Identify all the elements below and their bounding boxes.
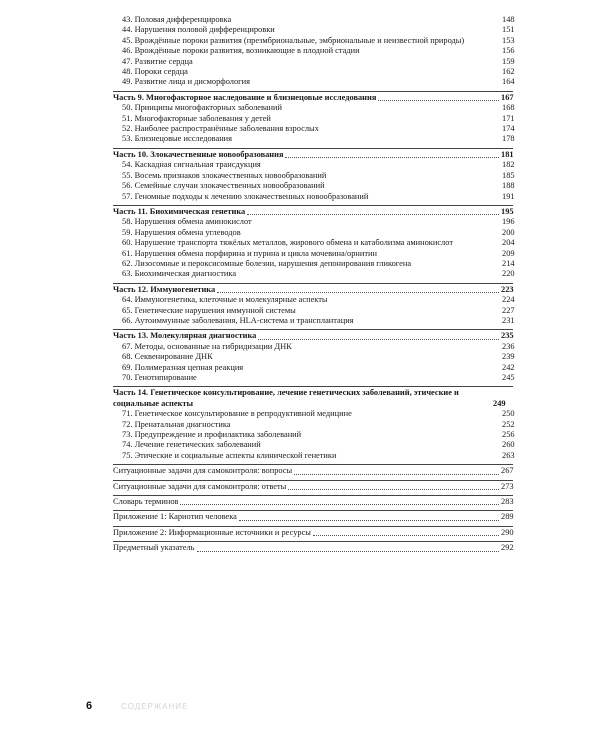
toc-entry-title: 44. Нарушения половой дифференцировки [122,25,275,35]
toc-page-number: 290 [501,527,514,537]
toc-entry-title: Словарь терминов [113,497,179,507]
toc-part-heading [113,386,513,409]
dot-leader [294,474,499,475]
toc-entry-title: Часть 10. Злокачественные новообразования [113,149,284,159]
toc-entry-title: Ситуационные задачи для самоконтроля: ответы [113,481,287,491]
toc-page-number: 292 [501,543,514,553]
toc-entry-title: 45. Врождённые пороки развития (презмбриональные, эмбриональные и неизвестной природы) [122,35,465,45]
dot-leader [239,520,499,521]
toc-entry-title: 71. Генетическое консультирование в репродуктивной медицине [122,409,352,419]
toc-entry-title: 66. Аутоиммунные заболевания, HLA-система и трансплантация [122,315,354,325]
toc-entry-title: 61. Нарушения обмена порфирина и пурина и цикла мочевина/орнитин [122,248,378,258]
toc-chapter-entry [113,36,513,46]
toc-page-number: 151 [502,25,515,35]
toc-chapter-entry [113,409,513,419]
toc-chapter-entry [113,420,513,430]
toc-page-number: 148 [502,15,515,24]
dot-leader [258,339,499,340]
toc-page-number: 289 [501,512,514,522]
toc-entry-title: 67. Методы, основанные на гибридизации ДНК [122,341,292,351]
toc-entry-title: Часть 9. Многофакторное наследование и близнецовые исследования [113,92,377,102]
toc-chapter-entry [113,217,513,227]
running-head: СОДЕРЖАНИЕ [121,702,189,711]
toc-page-number: 181 [501,149,514,159]
toc-page-number: 214 [502,258,515,268]
toc-entry-title: 62. Лизосомные и пероксисомные болезни, нарушения депонирования гликогена [122,258,412,268]
toc-page-number: 153 [502,35,515,45]
toc-entry-title: 72. Пренатальная диагностика [122,419,231,429]
toc-page-number: 239 [502,352,515,362]
toc-chapter-entry [113,306,513,316]
toc-page-number: 182 [502,160,515,170]
toc-page-number: 252 [502,419,515,429]
dot-leader [217,292,499,293]
toc-entry-title: 58. Нарушения обмена аминокислот [122,217,252,227]
toc-page-number: 273 [501,481,514,491]
toc-entry-title: Часть 12. Иммуногенетика [113,284,216,294]
dot-leader [197,551,500,552]
toc-section-entry [113,541,513,553]
toc-entry-title: 43. Половая дифференцировка [122,15,232,24]
toc-entry-title: 73. Предупреждение и профилактика заболеваний [122,430,302,440]
toc-page-number: 156 [502,46,515,56]
toc-page-number: 185 [502,170,515,180]
toc-entry-title: 69. Полимеразная цепная реакция [122,362,244,372]
toc-chapter-entry [113,342,513,352]
dot-leader [288,489,499,490]
toc-entry-title: 57. Геномные подходы к лечению злокачественных новообразований [122,191,369,201]
toc-page-number: 231 [502,315,515,325]
toc-page-number: 263 [502,450,515,460]
toc-page-number: 196 [502,217,515,227]
toc-page-number: 162 [502,67,515,77]
toc-chapter-entry [113,181,513,191]
toc-section-entry [113,526,513,538]
toc-page-number: 227 [502,305,515,315]
toc-chapter-entry [113,259,513,269]
table-of-contents [113,15,513,554]
toc-chapter-entry [113,352,513,362]
toc-chapter-entry [113,160,513,170]
toc-chapter-entry [113,57,513,67]
toc-entry-title: 56. Семейные случаи злокачественных новообразований [122,181,325,191]
toc-part-heading [113,148,513,160]
toc-page-number: 283 [501,497,514,507]
toc-page-number: 204 [502,238,515,248]
toc-chapter-entry [113,46,513,56]
toc-page-number: 188 [502,181,515,191]
toc-page-number: 220 [502,269,515,279]
toc-entry-title: Ситуационные задачи для самоконтроля: вопросы [113,466,293,476]
toc-chapter-entry [113,25,513,35]
page-number: 6 [86,700,93,712]
toc-entry-title: 47. Развитие сердца [122,56,193,66]
toc-entry-title: Предметный указатель [113,543,195,553]
toc-chapter-entry [113,228,513,238]
toc-page-number: 167 [501,92,514,102]
toc-chapter-entry [113,15,513,25]
dot-leader [180,504,499,505]
toc-page-number: 168 [502,103,515,113]
toc-page-number: 267 [501,466,514,476]
toc-entry-title: Часть 11. Биохимическая генетика [113,206,246,216]
toc-page-number: 178 [502,134,515,144]
toc-page-number: 191 [502,191,515,201]
toc-chapter-entry [113,373,513,383]
toc-section-entry [113,464,513,476]
page-footer [86,700,188,712]
toc-section-entry [113,510,513,522]
toc-entry-title: 54. Каскадная сигнальная трансдукция [122,160,261,170]
toc-chapter-entry [113,249,513,259]
toc-entry-title: 70. Генотипирование [122,373,197,382]
toc-entry-title: 65. Генетические нарушения иммунной системы [122,305,296,315]
toc-page-number: 242 [502,362,515,372]
toc-page-number: 209 [502,248,515,258]
dot-leader [378,100,499,101]
toc-page-number: 174 [502,124,515,134]
toc-page-number: 164 [502,77,515,87]
toc-chapter-entry [113,430,513,440]
toc-chapter-entry [113,295,513,305]
toc-entry-title: 63. Биохимическая диагностика [122,269,237,279]
toc-page-number: 245 [502,373,515,382]
toc-entry-title: 48. Пороки сердца [122,67,188,77]
toc-part-heading [113,329,513,341]
toc-entry-title: 49. Развитие лица и дисморфология [122,77,250,87]
toc-part-heading [113,283,513,295]
toc-entry-title: 75. Этические и социальные аспекты клинической генетики [122,450,337,460]
toc-chapter-entry [113,171,513,181]
toc-chapter-entry [113,440,513,450]
toc-entry-title: 46. Врождённые пороки развития, возникающие в плодной стадии [122,46,360,56]
toc-page-number: 224 [502,295,515,305]
toc-entry-title: Часть 14. Генетическое консультирование, лечение генетических заболеваний, этические и социальные аспекты [113,388,459,408]
toc-entry-title: 60. Нарушение транспорта тяжёлых металлов, жирового обмена и катаболизма аминокислот [122,238,453,248]
toc-chapter-entry [113,269,513,279]
toc-page-number: 260 [502,440,515,450]
toc-entry-title: 53. Близнецовые исследования [122,134,233,144]
toc-chapter-entry [113,103,513,113]
toc-chapter-entry [113,77,513,87]
toc-section-entry [113,495,513,507]
toc-entry-title: 50. Принципы многофакторных заболеваний [122,103,282,113]
toc-entry-title: 55. Восемь признаков злокачественных новообразований [122,170,327,180]
toc-entry-title: Часть 13. Молекулярная диагностика [113,331,257,341]
toc-page-number: 223 [501,284,514,294]
toc-entry-title: Приложение 2: Информационные источники и ресурсы [113,527,311,537]
toc-entry-title: 74. Лечение генетических заболеваний [122,440,261,450]
toc-chapter-entry [113,124,513,134]
toc-section-entry [113,480,513,492]
dot-leader [247,214,499,215]
toc-entry-title: 68. Секвенирование ДНК [122,352,213,362]
dot-leader [285,157,499,158]
toc-chapter-entry [113,67,513,77]
toc-page-number: 200 [502,227,515,237]
toc-chapter-entry [113,363,513,373]
toc-chapter-entry [113,114,513,124]
toc-chapter-entry [113,238,513,248]
toc-page-number: 249 [493,398,506,408]
toc-entry-title: 52. Наиболее распространённые заболевания взрослых [122,124,319,134]
toc-page-number: 235 [501,331,514,341]
toc-page-number: 256 [502,430,515,440]
toc-entry-title: Приложение 1: Кариотип человека [113,512,237,522]
toc-chapter-entry [113,451,513,461]
toc-part-heading [113,205,513,217]
toc-entry-title: 59. Нарушения обмена углеводов [122,227,241,237]
toc-chapter-entry [113,192,513,202]
toc-entry-title: 51. Многофакторные заболевания у детей [122,113,271,123]
toc-chapter-entry [113,134,513,144]
toc-page-number: 250 [502,409,515,419]
toc-page-number: 195 [501,206,514,216]
toc-part-heading [113,91,513,103]
dot-leader [313,535,499,536]
toc-entry-title: 64. Иммуногенетика, клеточные и молекулярные аспекты [122,295,328,305]
toc-page-number: 159 [502,56,515,66]
toc-chapter-entry [113,316,513,326]
toc-page-number: 171 [502,113,515,123]
toc-page-number: 236 [502,341,515,351]
